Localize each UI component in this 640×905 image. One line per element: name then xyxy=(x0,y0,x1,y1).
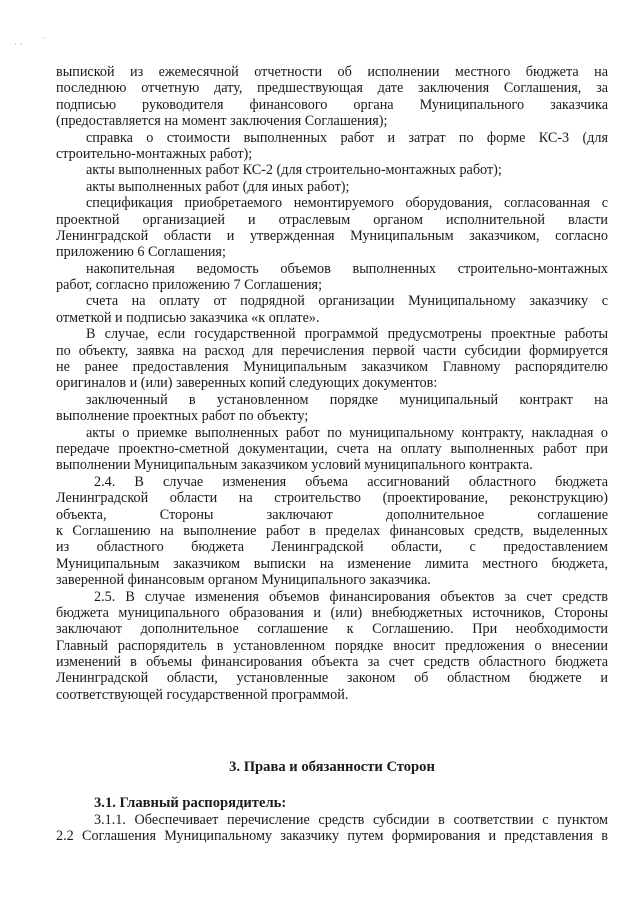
text-line: отметкой и подписью заказчика «к оплате». xyxy=(56,309,320,326)
text-line: Ленинградской области, установленные законом об областном бюджете и xyxy=(56,670,608,687)
text-line: не ранее предоставления Муниципальным заказчиком Главному распорядителю xyxy=(56,359,608,376)
body-text xyxy=(56,64,608,703)
subsection-heading-text: 3.1. Главный распорядитель: xyxy=(94,795,287,811)
text-line: последнюю отчетную дату, предшествующая дате заключения Соглашения, за xyxy=(56,80,608,97)
text-line: проектной организацией и отраслевым органом исполнительной власти xyxy=(56,211,608,228)
text-line: 2.4. В случае изменения объема ассигнований областного бюджета xyxy=(94,473,608,490)
text-line: подписью руководителя финансового органа Муниципального заказчика xyxy=(56,96,608,113)
text-line: акты о приемке выполненных работ по муниципальному контракту, накладная о xyxy=(86,424,608,441)
text-line: накопительная ведомость объемов выполненных строительно-монтажных xyxy=(86,260,608,277)
text-line: заверенной финансовым органом Муниципального заказчика. xyxy=(56,572,431,589)
text-line: заключенный в установленном порядке муниципальный контракт на xyxy=(86,391,608,408)
text-line: заключают дополнительное соглашение к Соглашению. При необходимости xyxy=(56,621,608,638)
text-line: из областного бюджета Ленинградской области, с предоставлением xyxy=(56,539,608,556)
tail-text xyxy=(56,812,608,845)
text-line: изменений в объемы финансирования объекта за счет средств областного бюджета xyxy=(56,654,608,671)
text-line: выпиской из ежемесячной отчетности об исполнении местного бюджета на xyxy=(56,64,608,80)
text-line: бюджета муниципального образования и (или) внебюджетных источников, Стороны xyxy=(56,604,608,621)
section-heading-text: 3. Права и обязанности Сторон xyxy=(229,759,435,775)
section-heading xyxy=(56,759,608,775)
text-line: к Соглашению на выполнение работ в пределах финансовых средств, выделенных xyxy=(56,522,608,539)
text-line: спецификация приобретаемого немонтируемого оборудования, согласованная с xyxy=(86,195,608,212)
text-line: работ, согласно приложению 7 Соглашения; xyxy=(56,277,323,294)
text-line: 2.2 Соглашения Муниципальному заказчику путем формирования и представления в xyxy=(56,828,608,845)
text-line: акты выполненных работ КС-2 (для строительно-монтажных работ); xyxy=(86,162,502,179)
text-line: (предоставляется на момент заключения Соглашения); xyxy=(56,113,388,130)
text-line: счета на оплату от подрядной организации Муниципальному заказчику с xyxy=(86,293,608,310)
text-line: по объекту, заявка на расход для перечисления первой части субсидии формируется xyxy=(56,342,608,359)
text-line: выполнение проектных работ по объекту; xyxy=(56,408,309,425)
text-line: 3.1.1. Обеспечивает перечисление средств субсидии в соответствии с пунктом xyxy=(94,812,608,828)
text-line: В случае, если государственной программой предусмотрены проектные работы xyxy=(86,326,608,343)
text-line: передаче проектно-сметной документации, счета на оплату выполненных работ при xyxy=(56,440,608,457)
text-line: объекта, Стороны заключают дополнительное соглашение xyxy=(56,506,608,523)
subsection-heading xyxy=(56,795,608,811)
text-line: строительно-монтажных работ); xyxy=(56,145,253,162)
text-line: 2.5. В случае изменения объемов финансирования объектов за счет средств xyxy=(94,588,608,605)
text-line: Главный распорядитель в установленном порядке вносит предложения о внесении xyxy=(56,637,608,654)
text-line: соответствующей государственной программой. xyxy=(56,686,349,703)
text-line: Ленинградской области на строительство (проектирование, реконструкцию) xyxy=(56,490,608,507)
text-line: выполнении Муниципальным заказчиком условий муниципального контракта. xyxy=(56,457,533,474)
text-line: справка о стоимости выполненных работ и затрат по форме КС-3 (для xyxy=(86,129,608,146)
text-line: акты выполненных работ (для иных работ); xyxy=(86,178,350,195)
scan-speck: · · xyxy=(14,40,23,50)
text-line: приложению 6 Соглашения; xyxy=(56,244,226,261)
text-line: Ленинградской области и утвержденная Муниципальным заказчиком, согласно xyxy=(56,227,608,244)
text-line: оригиналов и (или) заверенных копий следующих документов: xyxy=(56,375,438,392)
scan-speck: · xyxy=(42,34,45,44)
text-line: Муниципальным заказчиком выписки на изменение лимита местного бюджета, xyxy=(56,555,608,572)
